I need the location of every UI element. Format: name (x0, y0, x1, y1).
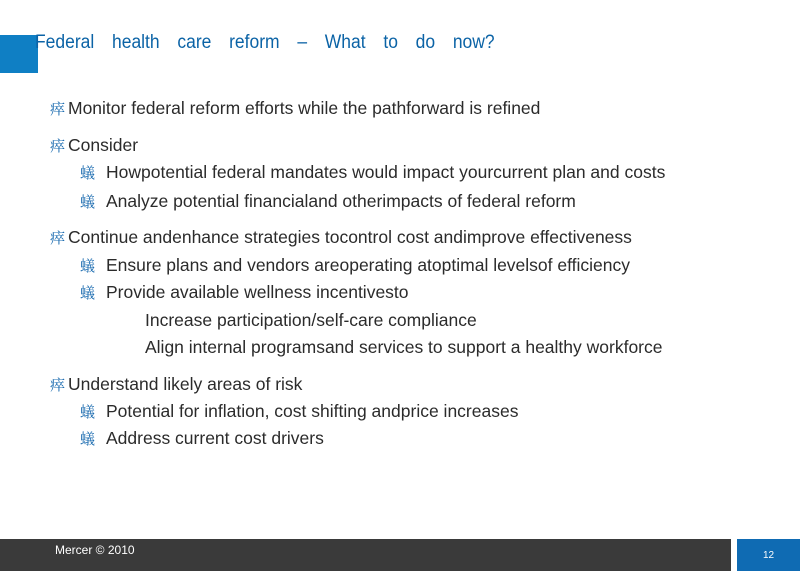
title-accent-block (0, 35, 38, 73)
bullet-text: Continue andenhance strategies tocontrol cost andimprove effectiveness (68, 227, 632, 247)
bullet-text: Howpotential federal mandates would impact yourcurrent plan and costs (106, 162, 666, 182)
bullet-level3 (127, 337, 662, 358)
bullet-glyph-icon: 蟻 (80, 257, 96, 275)
bullet-level2 (80, 282, 409, 303)
bullet-level1 (50, 374, 302, 395)
bullet-text: Increase participation/self-care compliance (145, 310, 477, 330)
bullet-glyph-icon: 瘁 (50, 137, 66, 155)
page-number: 12 (762, 549, 775, 561)
bullet-glyph-icon: 蟻 (80, 193, 96, 211)
bullet-glyph-icon: 蟻 (80, 284, 96, 302)
bullet-level1 (50, 227, 632, 248)
bullet-glyph-icon: 瘁 (50, 100, 66, 118)
bullet-level2 (80, 191, 576, 212)
bullet-text: Understand likely areas of risk (68, 374, 303, 394)
bullet-level3 (127, 310, 477, 331)
bullet-level2 (80, 428, 324, 449)
bullet-level2 (80, 255, 630, 276)
bullet-text: Analyze potential financialand otherimpacts of federal reform (106, 191, 576, 211)
bullet-level2 (80, 162, 665, 183)
bullet-text: Potential for inflation, cost shifting andprice increases (106, 401, 519, 421)
bullet-text: Consider (68, 135, 139, 155)
footer-copyright: Mercer © 2010 (55, 543, 135, 557)
bullet-level1 (50, 135, 138, 156)
page-number-box (737, 539, 800, 571)
bullet-level1 (50, 98, 540, 119)
bullet-text: Address current cost drivers (106, 428, 324, 448)
bullet-glyph-icon: 瘁 (50, 229, 66, 247)
bullet-level2 (80, 401, 518, 422)
bullet-glyph-icon: 蟻 (80, 403, 96, 421)
bullet-text: Provide available wellness incentivesto (106, 282, 409, 302)
bullet-glyph-icon: 瘁 (50, 376, 66, 394)
bullet-text: Ensure plans and vendors areoperating atoptimal levelsof efficiency (106, 255, 631, 275)
bullet-text: Align internal programsand services to support a healthy workforce (145, 337, 663, 357)
bullet-glyph-icon: 蟻 (80, 430, 96, 448)
bullet-text: Monitor federal reform efforts while the pathforward is refined (68, 98, 541, 118)
bullet-glyph-icon: 蟻 (80, 164, 96, 182)
slide-title: Federal health care reform – What to do now? (35, 32, 495, 53)
